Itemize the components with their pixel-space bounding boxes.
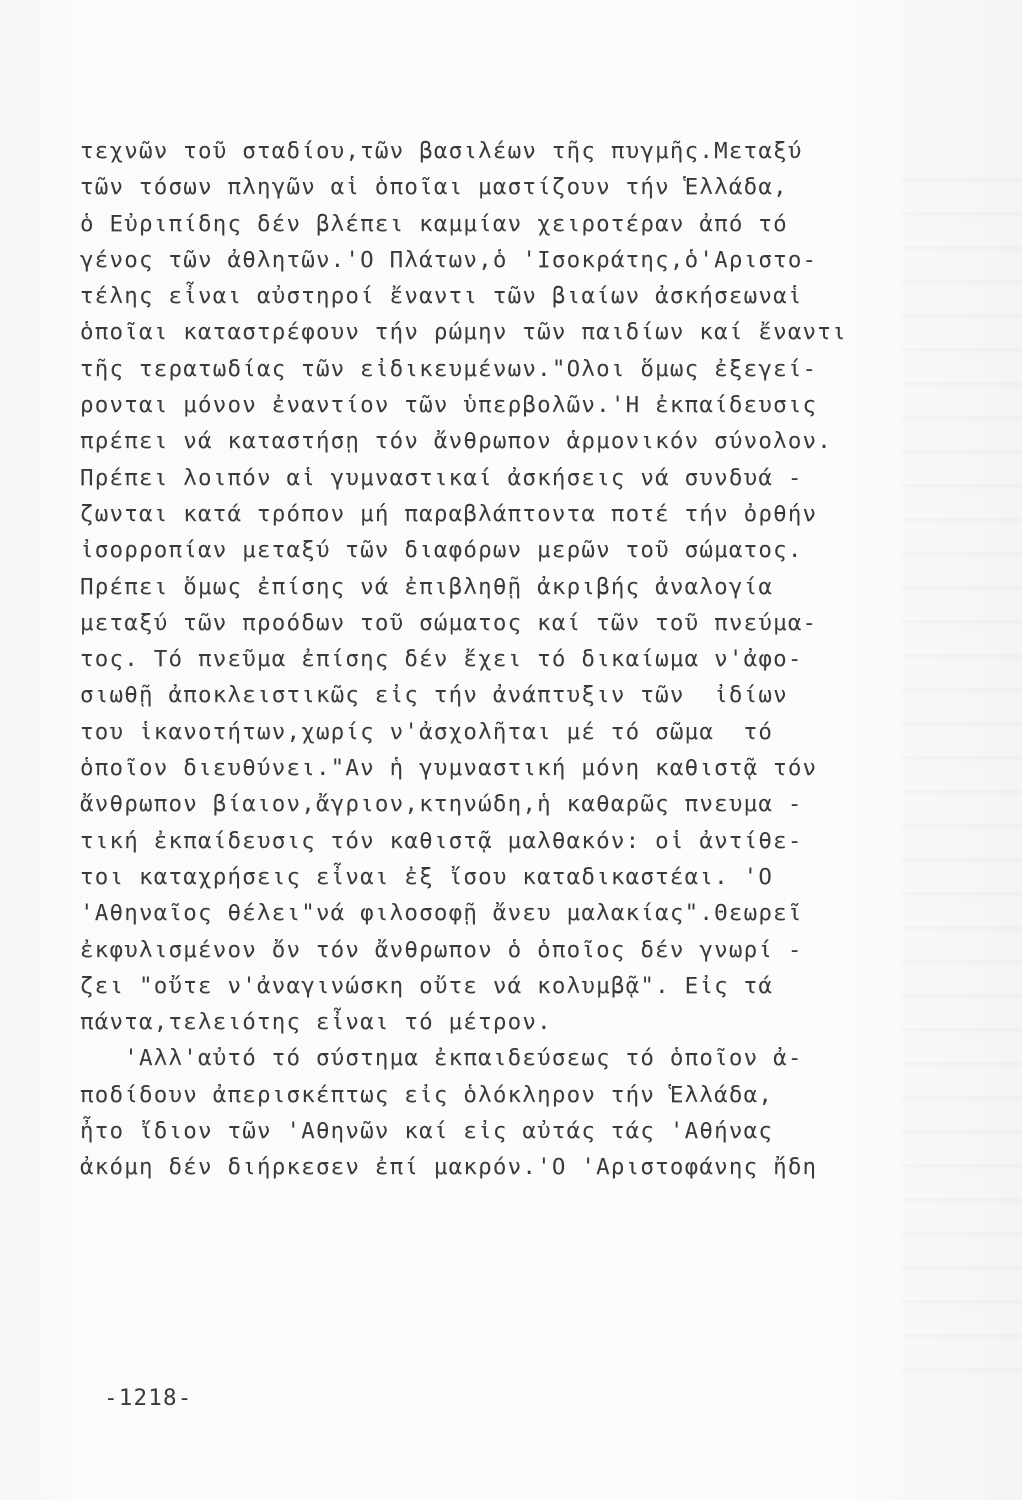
text-line: τεχνῶν τοῦ σταδίου,τῶν βασιλέων τῆς πυγμῆς.Μεταξύ	[80, 138, 803, 164]
text-line: σιωθῇ ἀποκλειστικῶς εἰς τήν ἀνάπτυξιν τῶν ἰδίων	[80, 682, 788, 709]
text-line: ἦτο ἴδιον τῶν 'Αθηνῶν καί εἰς αὐτάς τάς 'Αθήνας	[80, 1118, 774, 1145]
text-line: 'Αλλ'αὐτό τό σύστημα ἐκπαιδεύσεως τό ὁποῖον ἀ-	[80, 1045, 803, 1072]
text-line: ζει "οὔτε ν'ἀναγινώσκη οὔτε νά κολυμβᾷ". Εἰς τά	[80, 972, 774, 999]
text-line: πάντα,τελειότης εἶναι τό μέτρον.	[80, 1009, 552, 1036]
text-line: ποδίδουν ἀπερισκέπτως εἰς ὁλόκληρον τήν Ἑλλάδα,	[80, 1081, 774, 1108]
text-line: ἐκφυλισμένον ὄν τόν ἄνθρωπον ὁ ὁποῖος δέν γνωρί -	[80, 936, 803, 963]
text-line: τική ἐκπαίδευσις τόν καθιστᾷ μαλθακόν: οἱ ἀντίθε-	[80, 827, 803, 854]
text-line: ὁ Εὐριπίδης δέν βλέπει καμμίαν χειροτέραν ἀπό τό	[80, 210, 788, 237]
text-line: τῶν τόσων πληγῶν αἱ ὁποῖαι μαστίζουν τήν Ἑλλάδα,	[80, 174, 788, 201]
text-line: 'Αθηναῖος θέλει"νά φιλοσοφῇ ἄνευ μαλακίας".Θεωρεῖ	[80, 900, 803, 927]
text-line: πρέπει νά καταστήσῃ τόν ἄνθρωπον ἁρμονικόν σύνολον.	[80, 428, 833, 455]
text-line: ὁποῖον διευθύνει."Αν ἡ γυμναστική μόνη καθιστᾷ τόν	[80, 755, 818, 782]
text-line: ἀκόμη δέν διήρκεσεν ἐπί μακρόν.'Ο 'Αριστοφάνης ἤδη	[80, 1154, 818, 1181]
page-number: -1218-	[104, 1385, 193, 1411]
text-line: ζωνται κατά τρόπον μή παραβλάπτοντα ποτέ τήν ὀρθήν	[80, 500, 818, 527]
text-line: Πρέπει ὅμως ἐπίσης νά ἐπιβληθῇ ἀκριβής ἀναλογία	[80, 573, 774, 600]
text-line: ὁποῖαι καταστρέφουν τήν ρώμην τῶν παιδίων καί ἔναντι	[80, 319, 847, 346]
text-line: Πρέπει λοιπόν αἱ γυμναστικαί ἀσκήσεις νά συνδυά -	[80, 464, 803, 491]
text-line: του ἱκανοτήτων,χωρίς ν'ἀσχολῆται μέ τό σῶμα τό	[80, 718, 774, 745]
text-line: ἰσορροπίαν μεταξύ τῶν διαφόρων μερῶν τοῦ σώματος.	[80, 537, 803, 564]
text-line: ρονται μόνον ἐναντίον τῶν ὑπερβολῶν.'Η ἐκπαίδευσις	[80, 392, 818, 419]
text-line: γένος τῶν ἀθλητῶν.'Ο Πλάτων,ὁ 'Ισοκράτης,ὁ'Αριστο-	[80, 246, 818, 273]
text-line: τῆς τερατωδίας τῶν εἰδικευμένων."Ολοι ὅμως ἐξεγεί-	[80, 355, 818, 382]
body-text	[80, 133, 940, 1186]
text-line: τοι καταχρήσεις εἶναι ἐξ ἴσου καταδικαστέαι. 'Ο	[80, 863, 774, 890]
text-line: μεταξύ τῶν προόδων τοῦ σώματος καί τῶν τοῦ πνεύμα-	[80, 609, 818, 636]
text-line: τέλης εἶναι αὐστηροί ἔναντι τῶν βιαίων ἀσκήσεωναἱ	[80, 283, 803, 310]
text-line: ἄνθρωπον βίαιον,ἄγριον,κτηνώδη,ἡ καθαρῶς πνευμα -	[80, 791, 803, 818]
text-line: τος. Τό πνεῦμα ἐπίσης δέν ἔχει τό δικαίωμα ν'ἀφο-	[80, 646, 803, 673]
